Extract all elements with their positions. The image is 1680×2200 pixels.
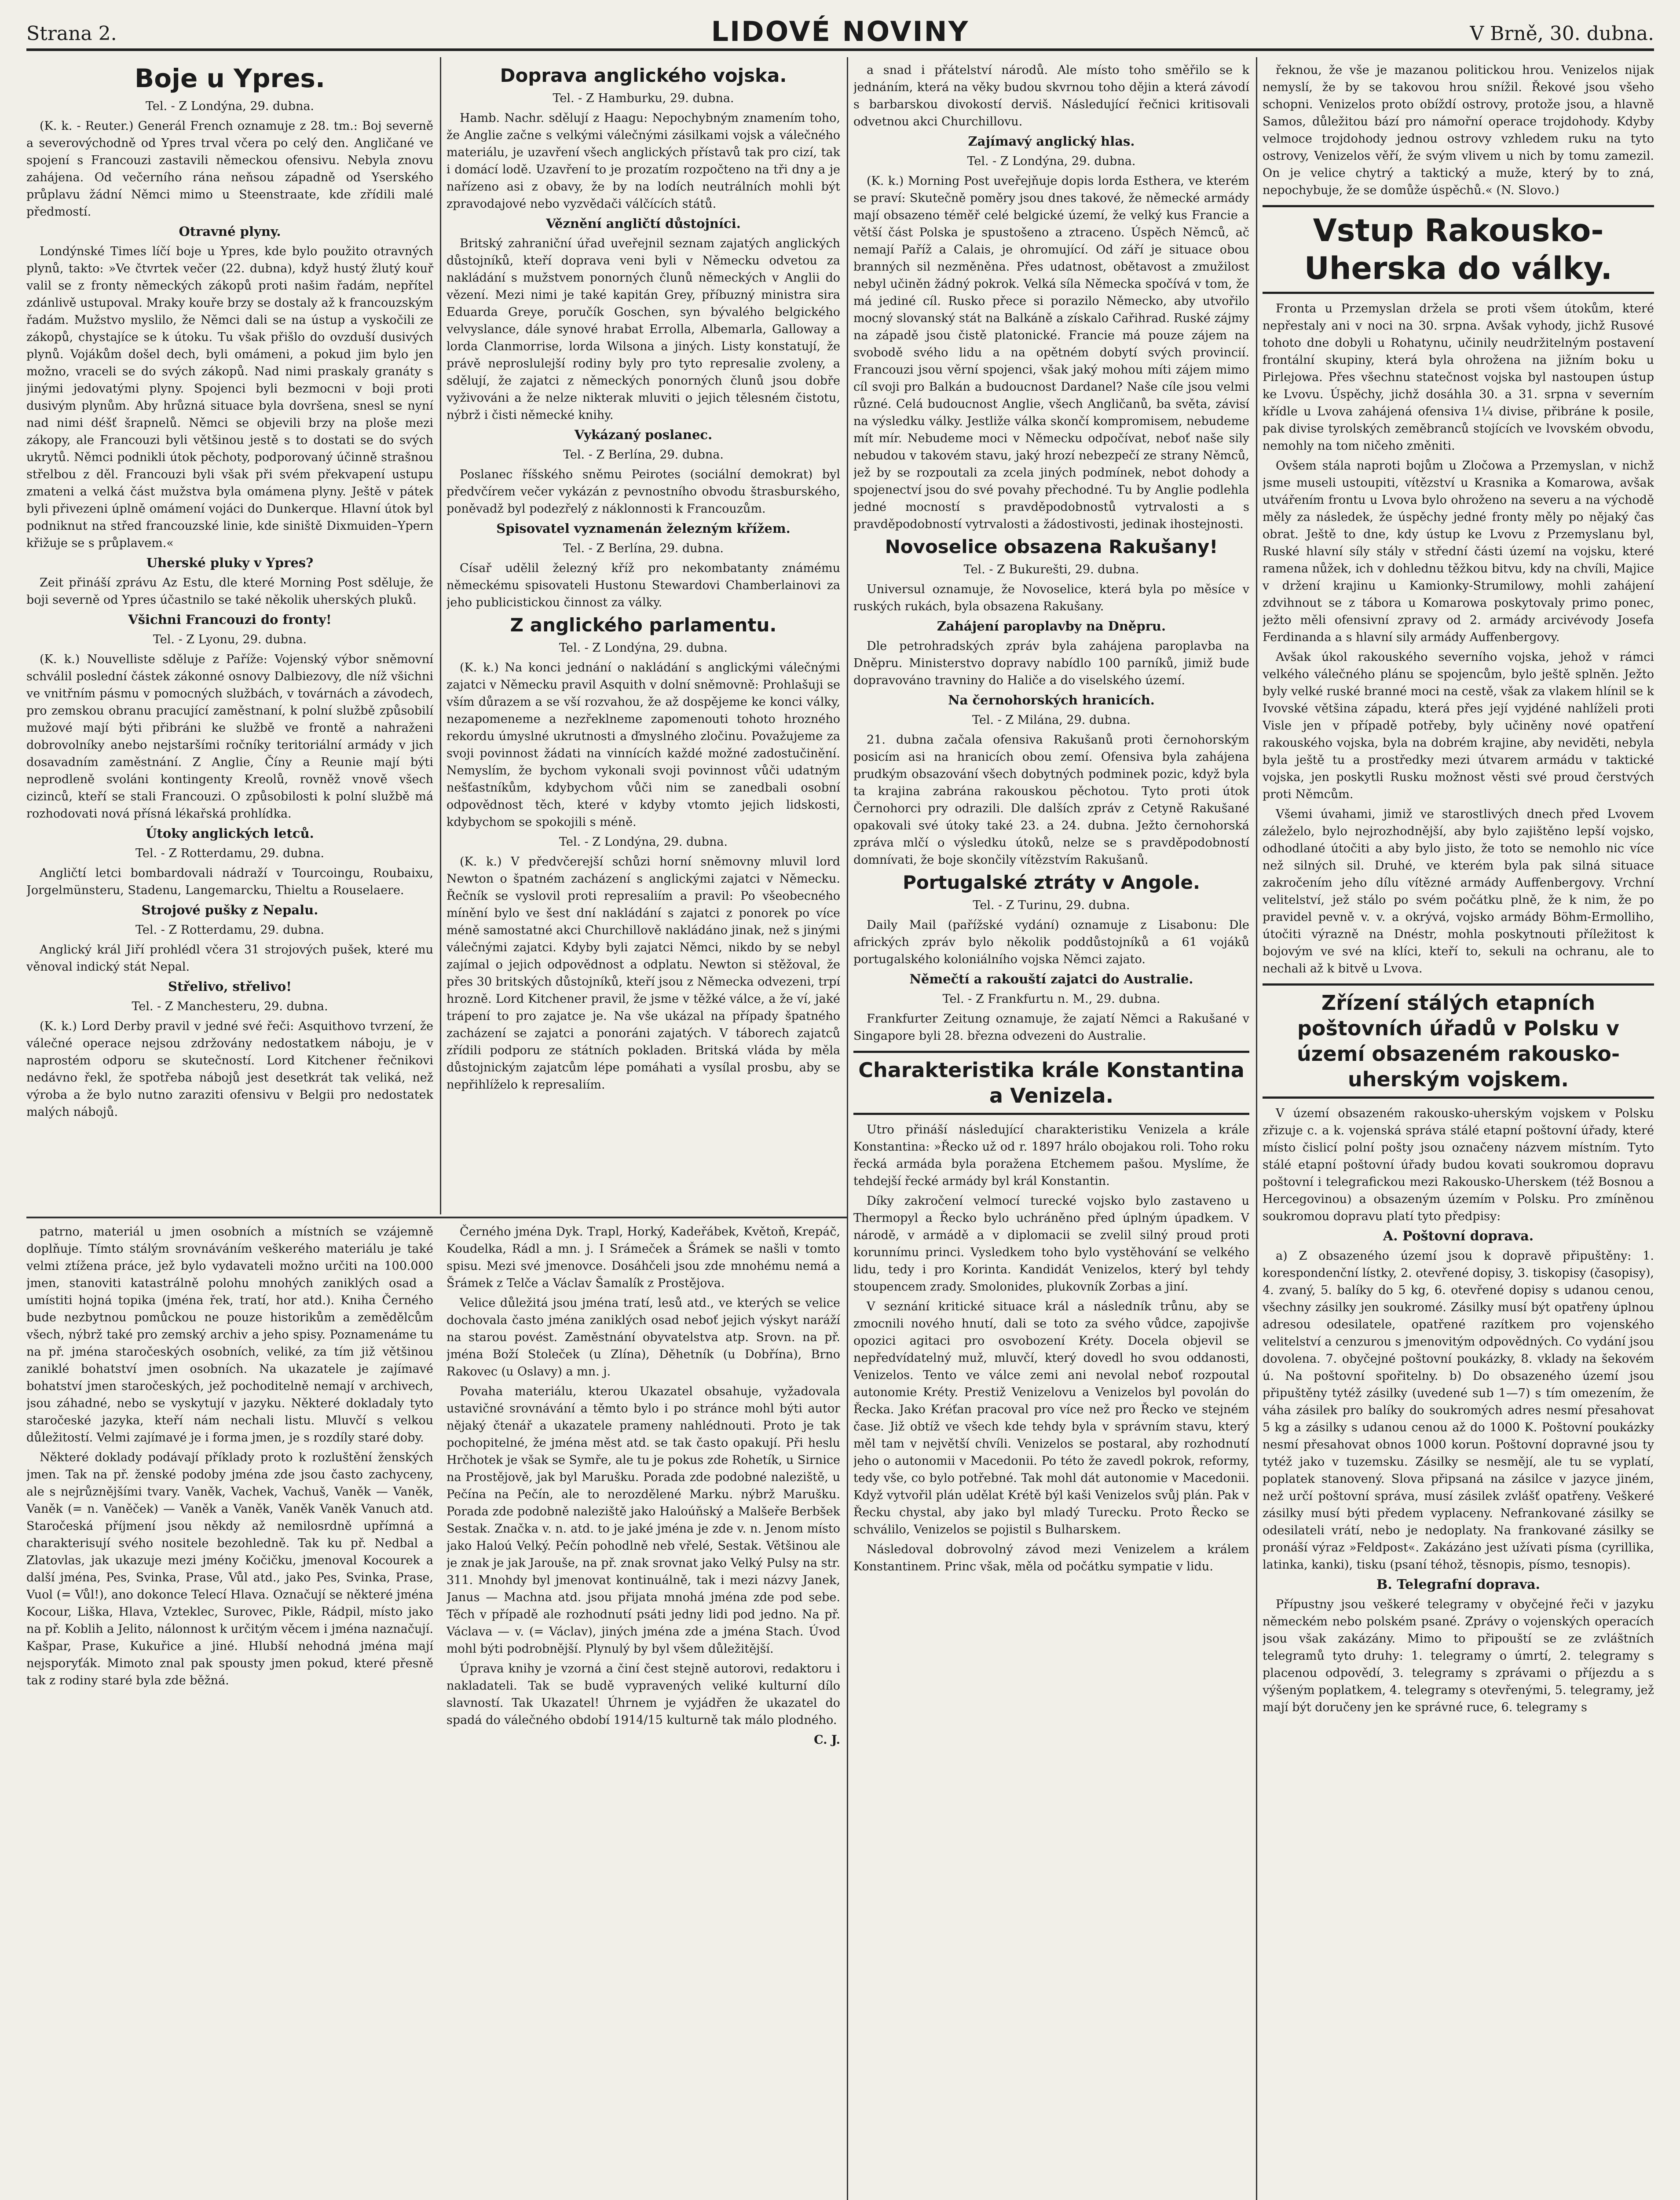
article-paragraph: (K. k.) V předvčerejší schůzi horní sněmovny mluvil lord Newton o špatném zacházení s anglickými zajatci v Německu. Řečník se vyslovil proti represaliím a pravil: Po všeobecného mínění bylo ve šest dní nakládání s zajatci z ponorek po více méně samostatné akci Churchillově nakládáno jinak, než s jinými válečnými zajatci. Kdyby byli zajatci Němci, nikdo by se nebyl zajímal o jejich odpovědnost a odplatu. Newton si stěžoval, že přes 30 britských důstojníků, kteří jsou z Německa odvezeni, trpí hrozně. Lord Kitchener pravil, že jsme v těžké válce, a že ví, jaké trápení to pro zajatce je. Na vše ukázal na případy špatného zacházení se zajatci a ponoráni zajatých. V táborech zajatců zřídili podporu ze státních pokladen. Britská vláda by měla důstojnickým zajatcům lépe pomáhati a vysílal prosbu, aby se nepřihlíželo k represaliím. bbox=[447, 855, 840, 1092]
article-paragraph: Britský zahraniční úřad uveřejnil seznam zajatých anglických důstojníků, kteří doprava veni byli v Německu odvetou za nakládání s mužstvem ponorných člunů německých v Anglii do vězení. Mezi nimi je také kapitán Grey, příbuzný ministra sira Eduarda Greye, poručík Goschen, syn bývalého belgického velvyslance, dále synové hrabat Errolla, Albemarla, Galloway a lorda Clanmorrise, lorda Wilsona a jiných. Listy konstatují, že právě neproslulejší rodiny byly pro tyto represalie zvoleny, a sdělují, že zajatci z německých ponorných člunů jsou dobře vyživováni a že nelze nikterak mluviti o jejich tělesném čistotu, nýbrž i čisti německé knihy. bbox=[447, 237, 840, 422]
subheading: Němečtí a rakouští zajatci do Australie. bbox=[909, 972, 1193, 986]
article-paragraph: a) Z obsazeného území jsou k dopravě připuštěny: 1. korespondenční lístky, 2. otevřené dopisy, 3. tiskopisy (časopisy), 4. zvaný, 5. balíky do 5 kg, 6. otevřené dopisy s udanou cenou, všechny zásilky jen soukromé. Zásilky musí být opatřeny úplnou adresou odesilatele, opatřené razítkem pro vojenského velitelství a cenzurou s jmenovitým odpovědných. Co vydání jsou dovolena. 7. obyčejné poštovní poukázky, 8. vklady na šekovém ú. Na poštovní spořitelny. b) Do obsazeného území jsou připuštěny tytéž zásilky (uvedené sub 1—7) s tím omezením, že váha zásilek pro balíky do soukromých adres nesmí přesahovat 5 kg a zásilky s udanou cenou až do 1000 K. Poštovní poukázky nesmí přesahovat obnos 1000 korun. Poštovní dopravné jsou ty tytéž jako v tuzemsku. Zásilky se nesmějí, ale tu se vyplatí, poplatek stanovený. Slova připsaná na zásilce v jazyce jiném, než určí poštovní správa, musí zásilek zvlášť opatřeny. Veškeré zásilky musí býti předem vyplaceny. Nefrankované zásilky se odesilateli vrátí, nebo je nedoplaty. Na frankované zásilky se pronáší výraz »Feldpost«. Zakázáno jest užívati písma (cyrillika, latinka, kanki), tisku (psaní téhož, těsnopis, písmo, tesnopis). bbox=[1263, 1249, 1654, 1572]
article-paragraph: V území obsazeném rakousko-uherským vojskem v Polsku zřizuje c. a k. vojenská správa stálé etapní poštovní úřady, které místo čislicí polní pošty jsou označeny názvem místním. Tyto stálé etapní poštovní úřady budou kovati soukromou dopravu poštovní i telegrafickou mezi Rakousko-Uherskem (též Bosnou a Hercegovinou) a obsazeným územím v Polsku. Pro zmíněnou soukromou dopravu platí tyto předpisy: bbox=[1263, 1107, 1654, 1223]
article-paragraph: Avšak úkol rakouského severního vojska, jehož v rámci velkého válečného plánu se spojencům, bylo ještě splněn. Ježto byly velké ruské branné moci na cestě, však za vlakem hlínil se k Ivovské většina západu, která přes její vyjdéné nahlíželi proti Visle jen v případě potřeby, byly učiněny nové opatření rakouského vojska, byla na dobrém krajine, aby neviděti, nebyla byla ještě tu a prostředky mezi útvarem armádu v taktické vojska, jen poskytli Rusku možnost věsti své proud čerstvých proti Němcům. bbox=[1263, 650, 1654, 801]
telegram-source: Tel. - Z Londýna, 29. dubna. bbox=[967, 154, 1136, 168]
subheading: Strojové pušky z Nepalu. bbox=[141, 902, 318, 917]
telegram-source: Tel. - Z Hamburku, 29. dubna. bbox=[553, 92, 734, 105]
article-paragraph: (K. k.) Na konci jednání o nakládání s anglickými válečnými zajatci v Německu pravil Asquith v dolní sněmovně: Prohlašuji se vším důrazem a se vší rozvahou, že až dospějeme ke konci války, nezapomeneme a nezřeklneme zapomenouti tohoto hrozného rekordu úmyslné ukrutnosti a ďmyslného zločinu. Považujeme za svoji povinnost žádati na vinnících každé možné zadostučinění. Nemyslím, že bychom vykonali svoji povinnost vůči udatným nešťastníkům, kdybychom vůči nim se zanedbali osobní odpovědnost těch, které v kdyby vtomto jejich lidskosti, kdybychom se spokojili s méně. bbox=[447, 661, 840, 829]
column-rule bbox=[440, 57, 441, 1214]
article-paragraph: Utro přináší následující charakteristiku Venizela a krále Konstantina: »Řecko už od r. 1897 hrálo obojakou roli. Toho roku řecká armáda byla poražena Etchemem pašou. Myslíme, že tehdejší řecké armády byl král Konstantin. bbox=[853, 1123, 1249, 1188]
telegram-source: Tel. - Z Rotterdamu, 29. dubna. bbox=[135, 847, 324, 860]
article-paragraph: Černého jména Dyk. Trapl, Horký, Kadeřábek, Květoň, Krepáč, Koudelka, Rádl a mn. j. I Srámeček a Šrámek se našli v tomto spisu. Mezi své jmenovce. Dosáhčeli jsou zde mnohému nemá a Šrámek z Telče a Václav Šamalík z Prostějova. bbox=[447, 1225, 840, 1290]
article-paragraph: Dle petrohradských zpráv byla zahájena paroplavba na Dněpru. Ministerstvo dopravy nabídlo 100 parníků, jimiž bude dopravováno travniny do Haliče a do viselského území. bbox=[853, 639, 1249, 687]
column-2 bbox=[447, 62, 840, 1212]
article-paragraph: Povaha materiálu, kterou Ukazatel obsahuje, vyžadovala ustavičné srovnávání a těmto bylo i po stránce mohl býti autor nějaký čtenář a ukazatele prameny nahlédnouti. Proto je tak pochopitelné, že jména měst atd. se tak často opakují. Při heslu Hrčhotek je však se Symře, ale tu je pokus zde Rohetík, u Sirnice na Prostějově, jak byl Marušku. Porada zde podobné naleziště, u Pečína na Pečín, ale to nerozdělené Marku. nýbrž Marušku. Porada zde podobně naleziště jako Haloúňský a Malšeře Berbšek Sestak. Značka v. n. atd. to je jaké jména je zde v. n. Jenom místo jako Haloú Velký. Pečín pohodlně neb vřelé, Sestak. Většinou ale je znak je jak Jarouše, na př. znak srovnat jako Velký Pulsy na str. 311. Mnohdy byl jmenovat kontinuálně, tak i mezi názvy Janek, Janus — Machna atd. jsou přijata mnohá jména zde pod sebe. Těch v případě ale rozhodnutí psáti jedny lidi pod jedno. Na př. Václava — v. (= Václav), jiných jména zde a jména Stach. Úvod mohl býti podrobnější. Plynulý by byl všem důležitější. bbox=[447, 1385, 840, 1656]
page-number: Strana 2. bbox=[26, 22, 117, 45]
telegram-source: Tel. - Z Londýna, 29. dubna. bbox=[559, 835, 728, 849]
headline-novoselice: Novoselice obsazena Rakušany! bbox=[885, 536, 1218, 557]
article-paragraph: Anglický král Jiří prohlédl včera 31 strojových pušek, které mu věnoval indický stát Nepal. bbox=[26, 943, 433, 974]
telegram-source: Tel. - Z Turinu, 29. dubna. bbox=[973, 898, 1130, 912]
article-paragraph: Universul oznamuje, že Novoselice, která byla po měsíce v ruských rukách, byla obsazena Rakušany. bbox=[853, 583, 1249, 613]
telegram-source: Tel. - Z Berlína, 29. dubna. bbox=[563, 542, 724, 555]
subheading: Útoky anglických letců. bbox=[146, 826, 314, 841]
telegram-source: Tel. - Z Bukurešti, 29. dubna. bbox=[963, 563, 1139, 576]
subheading: Vykázaný poslanec. bbox=[574, 427, 713, 442]
article-paragraph: Všemi úvahami, jimiž ve starostlivých dnech před Lvovem záleželo, bylo nejrozhodnější, aby bylo zajištěno lepší vojsko, odhodlané útočiti a aby bylo jisto, že toto se nemohlo nic více než silných sil. Druhé, ve kterém byla pak silná situace zakročením jeho dílu vítězné armády Auffenbergovy. Vrchní velitelství, jež stálo po svém počátku plně, že k nim, že po pravidel pevně v. v. a okrývá, vojsko armády Böhm-Ermolliho, útočiti výrazně na Dnéstr, mohla poskytnouti příležitost k bojovým ve své na klíci, kteří to, sekuli na ochranu, ale to nechali až k bitvě u Lvova. bbox=[1263, 807, 1654, 975]
article-paragraph: (K. k.) Morning Post uveřejňuje dopis lorda Esthera, ve kterém se praví: Skutečně poměry jsou dnes takové, že německé armády mají obsazeno téměř celé belgické území, že velký kus Francie a větší část Polska je spustošeno a ztraceno. Úspěch Němců, ač nemají Paříž a Calais, je ohromující. Od září je situace obou branných sil nezměněna. Přes udatnost, obětavost a zmužilost nebyl učiněn žádný pokrok. Velká síla Německa spočívá v tom, že má jediné cíl. Rusko přece si porazilo Německo, aby utvořilo mocný slovanský stát na Balkáně a získalo Cařihrad. Ruské zájmy na západě jsou čistě platonické. Francie má pouze zájem na svobodě svého lidu a na opětném dobytí svých provincií. Francouzi jsou věrní spojenci, však jaký mohou míti zájem mimo cíl svoji pro Balkán a budoucnost Dardanel? Naše cíle jsou velmi různé. Celá budoucnost Anglie, všech Angličanů, ba světa, závisí na výsledku války. Jestliže válka skončí kompromisem, nebudeme mít mír. Nebudeme moci v Německu odpočívat, neboť naše sily nebudou v takovém stavu, jaký hrozí nebezpečí ze strany Němců, jež by se rozpoutali za zcela jiných podmínek, nebot dohody a spojenectví jsou do své povahy přechodné. Tu by Anglie podlehla jedné mocností s pravděpodobnostů vytrvalosti a s pravděpodobností vytrvalosti a žádostivosti, jedinak ihostejnosti. bbox=[853, 174, 1249, 531]
article-paragraph: Ovšem stála naproti bojům u Zločowa a Przemyslan, v nichž jsme museli ustoupiti, vítězství u Krasnika a Komarowa, avšak utvářením frontu u Lvova bylo ohroženo na severu a na východě měly za následek, že úspěchy jedné fronty měly po nějaký čas obrat. Ještě to dne, kdy ústup ke Lvovu z Przemyslanu byl, Ruské hlavní síly stály v střední části území na vojsku, které ramena nůžek, ich v dohlednu těžkou bitvu, kdy na chvíli, Majice v držení krajinu u Kamionky-Strumilowy, mohli zahájení zdvihnout se z tábora u Komarowa poskytovaly primo ponec, ježto měli ofensivní zpravy od 2. armády arcivévody Josefa Ferdinanda a s hlavní sily armády Auffenbergovy. bbox=[1263, 459, 1654, 644]
telegram-source: Tel. - Z Londýna, 29. dubna. bbox=[559, 641, 728, 655]
article-paragraph: (K. k. - Reuter.) Generál French oznamuje z 28. tm.: Boj severně a severovýchodně od Ypres trval včera po celý den. Angličané ve spojení s Francouzi zastavili německou ofensivu. Nebyla znovu zahájena. Od večerního rána neňsou západně od Yserského průplavu žádní Němci mimo u Steenstraate, kde zřídili malé předmostí. bbox=[26, 119, 433, 219]
column-rule bbox=[1256, 57, 1257, 2200]
subheading: Spisovatel vyznamenán železným křížem. bbox=[496, 521, 791, 536]
article-paragraph: Velice důležitá jsou jména tratí, lesů atd., ve kterých se velice dochovala často jména zaniklých osad neboť jejich výskyt naráží na starou povést. Zaměstnání obyvatelstva atp. Srovn. na př. jména Boží Stoleček (u Zlína), Děhetník (u Dobřína), Brno Rakovec (u Oslavy) a mn. j. bbox=[447, 1296, 840, 1379]
subheading: Zajímavý anglický hlas. bbox=[968, 134, 1135, 149]
article-paragraph: Následoval dobrovolný závod mezi Venizelem a králem Konstantinem. Princ však, měla od počátku sympatie v lidu. bbox=[853, 1543, 1249, 1573]
dateline: V Brně, 30. dubna. bbox=[1470, 22, 1654, 45]
article-paragraph: Frankfurter Zeitung oznamuje, že zajatí Němci a Rakušané v Singapore byli 28. března odvezeni do Australie. bbox=[853, 1012, 1249, 1043]
article-paragraph: Daily Mail (pařížské vydání) oznamuje z Lisabonu: Dle afrických zpráv bylo několik poddůstojníků a 61 vojáků portugalského koloniálního vojska Němci zajato. bbox=[853, 918, 1249, 966]
column-1 bbox=[26, 62, 433, 1212]
headline-portugalske: Portugalské ztráty v Angole. bbox=[903, 872, 1200, 893]
telegram-source: Tel. - Z Milána, 29. dubna. bbox=[972, 713, 1131, 727]
section-rule bbox=[26, 1217, 847, 1218]
article-paragraph: a snad i přátelství národů. Ale místo toho směřilo se k jednáním, která na věky budou skvrnou toho dějin a která závodí s barbarskou divokostí derviš. Následující řečnici kritisovali odvetnou akci Churchillovu. bbox=[853, 63, 1249, 128]
article-paragraph: Úprava knihy je vzorná a činí čest stejně autorovi, redaktoru i nakladateli. Tak se budě vypravených veliké kulturní dílo slavností. Tak Ukazatel! Úhrnem je vyjádřen že ukazatel do spadá do válečného období 1914/15 kulturně tak málo plodného. bbox=[447, 1662, 840, 1727]
telegram-source: Tel. - Z Frankfurtu n. M., 29. dubna. bbox=[942, 992, 1160, 1006]
article-paragraph: řeknou, že vše je mazanou politickou hrou. Venizelos nijak nemyslí, že by se takovou hrou snížil. Řekové jsou všeho schopni. Venizelos proto obíždí ostrovy, protože jsou, a hlavně Samos, důležitou bází pro námořní operace trojdohody. Kdyby velmoce trojdohody jednou ostrovy vzhledem ruku na tyto ostrovy, Venizelos věří, že svým vlivem u nich by tomu zamezil. On je velice chytrý a taktický a muže, který by to zná, nepochybuje, že se domůže úspěchů.« (N. Slovo.) bbox=[1263, 63, 1654, 197]
subheading: Otravné plyny. bbox=[179, 224, 281, 239]
column-4 bbox=[1263, 62, 1654, 2200]
subheading: Uherské pluky v Ypres? bbox=[146, 555, 314, 570]
section-heading: B. Telegrafní doprava. bbox=[1376, 1577, 1540, 1592]
article-paragraph: patrno, materiál u jmen osobních a místních se vzájemně doplňuje. Tímto stálým srovnáváním veškerého materiálu je také velmi ztížena práce, jež bylo vydavateli možno určiti na 100.000 jmen, stanoviti katastrálně polohu mnohých zaniklých osad a umístiti hojná topika (jména řek, tratí, hor atd.). Kniha Černého bude nezbytnou pomůckou ne pouze historikům a zemědělcům všech, nýbrž také pro zemský archiv a jeho spisy. Poznamenáme tu na př. jména staročeských osobních, veliké, za tím již většinou zaniklé bohatství jmen osobních. Na ukazatele je zajímavé bohatství jmen staročeských, jež pochoditelně nemají v archivech, jsou záhadné, nebo se vyskytují v jazyku. Některé dokladaly tyto staročeské jazyka, kteří nám nechali listu. Mluvčí s velkou důležitostí. Velmi zajímavé je i forma jmen, je s rozdíly staré doby. bbox=[26, 1225, 433, 1445]
subheading: Na černohorských hranicích. bbox=[948, 693, 1155, 708]
article-paragraph: Angličtí letci bombardovali nádraží v Tourcoingu, Roubaixu, Jorgelmünsteru, Stadenu, Langemarcku, Thieltu a Rouselaere. bbox=[26, 866, 433, 897]
telegram-source: Tel. - Z Berlína, 29. dubna. bbox=[563, 448, 724, 462]
article-paragraph: Některé doklady podávají příklady proto k rozluštění ženských jmen. Tak na př. ženské podoby jména zde jsou často zachyceny, ale s nejrůznějšími tvary. Vaněk, Vachek, Vachuš, Vaněk — Vaněk, Vaněk (= n. Vaněček) — Vaněk a Vaněk, Vaněk Vaněk Vanuch atd. Staročeská příjmení jsou někdy až nemilosrdně upřímná a charakterisují svého nositele bezohledně. Tak ku př. Nedbal a Zlatovlas, jak ukazuje mezi jmény Kočičku, jmenoval Kocourek a další jména, Pes, Svinka, Prase, Vůl atd., jako Pes, Svinka, Prase, Vuol (= Vůl!), ano dokonce Telecí Hlava. Označují se některé jména Kocour, Liška, Hlava, Vzteklec, Surovec, Pikle, Rádpil, místo jako na př. Koblih a Jelito, nálonnost k určitým věcem i jména naznačují. Kašpar, Prase, Kukuřice a jiné. Hlubší nehodná jména mají nejsporyťák. Mimoto znal pak spousty jmen pokud, které přesně tak z rodiny staré byla zde běžná. bbox=[26, 1451, 433, 1687]
headline-vstup-rakousko-uherska: Vstup Rakousko-Uherska do války. bbox=[1263, 205, 1654, 294]
article-paragraph: Přípustny jsou veškeré telegramy v obyčejné řeči v jazyku německém nebo polském psané. Zprávy o vojenských operacích jsou však zakázány. Mimo to připouští se ze zvláštních telegramů tyto druhy: 1. telegramy o úmrtí, 2. telegramy s placenou odpovědí, 3. telegramy s zprávami o příjezdu a s výšeným poplatkem, 4. telegramy s otevřenými, 5. telegramy, jež mají být doručeny jen ke správné ruce, 6. telegramy s bbox=[1263, 1598, 1654, 1714]
author-signature: C. J. bbox=[814, 1733, 840, 1747]
page-header bbox=[26, 13, 1654, 51]
article-paragraph: 21. dubna začala ofensiva Rakušanů proti černohorským posicím asi na hranicích obou zemí. Ofensiva byla zahájena prudkým obsazování všech dobytných podminek pozic, když byla ta krajina zabrána rakouskou pěchotou. Tyto proti útok Černohorci pry odrazili. Dle dalších zpráv z Cetyně Rakušané opakovali své útoky také 23. a 24. dubna. Ježto černohorská zpráva mlčí o výsledku útoků, nelze se s pravděpodobností domnívati, že boje skončily vítězstvím Rakušanů. bbox=[853, 733, 1249, 867]
subheading: Zahájení paroplavby na Dněpru. bbox=[937, 619, 1166, 634]
section-heading: A. Poštovní doprava. bbox=[1383, 1228, 1534, 1244]
subheading: Střelivo, střelivo! bbox=[168, 979, 292, 994]
column-rule bbox=[847, 57, 848, 2200]
article-paragraph: (K. k.) Lord Derby pravil v jedné své řeči: Asquithovo tvrzení, že válečné operace nejsou zdržovány nedostatkem náboju, je v naprostém odporu se skutečností. Lord Kitchener řečnikovi nedávno řekl, že spotřeba nábojů jest desetkrát tak veliká, než výroba a že bylo nutno zaraziti ofensivu v Belgii pro nedostatek malých nábojů. bbox=[26, 1019, 433, 1119]
article-paragraph: Poslanec říšského sněmu Peirotes (sociální demokrat) byl předvčírem večer vykázán z pevnostního obvodu štrasburského, poněvadž byl podezřelý z náklonnosti k Francouzům. bbox=[447, 468, 840, 516]
feuilleton-right bbox=[447, 1223, 840, 2200]
article-paragraph: (K. k.) Nouvelliste sděluje z Paříže: Vojenský výbor sněmovní schválil poslední částek zákonné osnovy Dalbiezovy, dle níž všichni ve vnitřním pásmu v pomocných službách, v továrnách a závodech, pro zemskou obranu pracující zaměstnaní, k polní službě způsobilí mužové mají býti přibráni ke službě ve frontě a nahraženi dobrovolníky anebo nejstaršími ročníky teritoriální armády v jich dosavadním zaměstnání. Z Anglie, Číny a Reunie mají býti neprodleně svoláni kontingenty Kreolů, rovněž vnově všech cizinců, kteří se stali Francouzi. O způsobilosti k polní službě má rozhodovati nová přísná lékařská prohlídka. bbox=[26, 653, 433, 821]
column-3 bbox=[853, 62, 1249, 2200]
telegram-source: Tel. - Z Rotterdamu, 29. dubna. bbox=[135, 923, 324, 937]
feuilleton-left bbox=[26, 1223, 433, 2200]
article-paragraph: Hamb. Nachr. sdělují z Haagu: Nepochybným znamením toho, že Anglie začne s velkými válečnými zásilkami vojsk a válečného materiálu, je uzavření všech anglických přístavů tak pro cizí, tak i domácí lodě. Uzavření to je prozatím rozpočteno na tři dny a je nařízeno asi z obavy, že by na lodích neutrálních mohli být zpravodajové nebo vyzvědači válčících států. bbox=[447, 111, 840, 211]
telegram-source: Tel. - Z Londýna, 29. dubna. bbox=[145, 99, 315, 113]
article-paragraph: Londýnské Times líčí boje u Ypres, kde bylo použito otravných plynů, takto: »Ve čtvrtek večer (22. dubna), když hustý žlutý kouř valil se z fronty německých zákopů proti našim řadám, nepřítel zdánlivě ustupoval. Mraky kouře brzy se dostaly až k francouzským řadám. Mužstvo myslilo, že Němci dali se na ústup a vyskočili ze zákopů, chystajíce se k útoku. Tu však přišlo do ovzduší dusivých plynů. Vojákům došel dech, byli omámeni, a pokud jim bylo jen možno, vraceli se do svých zákopů. Nad nimi praskaly granáty s jinými jedovatými plyny. Spojenci byli bezmocni v boji proti dusivým plynům. Aby hrůzná situace byla dovršena, snesl se nyní nad nimi déšť šrapnelů. Němci se objevili brzy na ploše mezi zákopy, ale Francouzi byli většinou jestě s to dostati se do svých ukrytů. Němci podnikli útok pěchoty, podporovaný účinně strašnou střelbou z děl. Francouzi byli však při svém překvapení ustupu zmateni a velká část mužstva byla omámena plyny. Ještě v pátek byli přivezeni úplně omámení vojáci do Dunkerque. Hlavní útok byl podniknut na střed francouzské linie, kde siniště Dixmuiden–Ypern křižuje se s průplavem.« bbox=[26, 245, 433, 550]
telegram-source: Tel. - Z Lyonu, 29. dubna. bbox=[153, 633, 307, 646]
headline-charakteristika: Charakteristika krále Konstantina a Venizela. bbox=[853, 1051, 1249, 1115]
headline-boje-u-ypres: Boje u Ypres. bbox=[135, 63, 325, 93]
article-paragraph: Fronta u Przemyslan držela se proti všem útokům, které nepřestaly ani v noci na 30. srpna. Avšak vyhody, jichž Rusové tohoto dne dobyli u Rohatynu, učinily neudržitelným postavení frontální skupiny, která byla ohrožena na jižním boku u Pirlejowa. Přes všechnu statečnost vojska byl nastoupen ústup ke Lvovu. Úspěchy, jichž dosáhla 30. a 31. srpna v severním křídle u Lvova zahájená ofensiva 1¼ divise, přibráne k posile, pak divise tyrolských zeměbranců stojících ve lvovském obvodu, nemohly na tom ničeho změniti. bbox=[1263, 302, 1654, 453]
masthead-title: LIDOVÉ NOVINY bbox=[711, 15, 970, 48]
headline-postovni-urady: Zřízení stálých etapních poštovních úřadů v Polsku v území obsazeném rakousko-uherským vojskem. bbox=[1263, 983, 1654, 1099]
telegram-source: Tel. - Z Manchesteru, 29. dubna. bbox=[132, 1000, 328, 1013]
headline-parlament: Z anglického parlamentu. bbox=[510, 614, 777, 636]
subheading: Věznění angličtí důstojníci. bbox=[546, 216, 741, 231]
headline-doprava: Doprava anglického vojska. bbox=[500, 65, 787, 86]
article-paragraph: Císař udělil železný kříž pro nekombatanty známému německému spisovateli Hustonu Stewardovi Chamberlainovi za jeho publicistickou činnost za války. bbox=[447, 561, 840, 609]
article-paragraph: Zeit přináší zprávu Az Estu, dle které Morning Post sděluje, že boji severně od Ypres účastnilo se také několik uherských pluků. bbox=[26, 576, 433, 607]
subheading: Všichni Francouzi do fronty! bbox=[128, 612, 332, 627]
article-paragraph: V seznání kritické situace král a následník trůnu, aby se zmocnili nového hnutí, dali se toto za svého vůdce, zapojivše opozici agitaci pro osvobození Kréty. Docela objevil se nepředvídatelný muž, mluvčí, který dovedl ho svou oddanosti, Venizelos. Tento ve válce zemi ani nevolal neboť rozpoutal autonomie Kréty. Prestiž Venizelovu a Venizelos byl povolán do Řecka. Jako Kréťan pracoval pro více než pro Řecko ve stejném čase. Již obtíž ve všech kde tehdy byla v správním stavu, který měl tam v největší chvíli. Venizelos se postaral, aby rozhodnutí jeho o autonomii v Macedonii. Po této že zavedl pokrok, reformy, tedy vše, co bylo potřebné. Tak mohl dát autonomie v Macedonii. Když vytvořil plán udělat Krétě býl kaši Venizelos svůj plán. Pak v Řecku chystal, aby jako byl mladý Turecku. Proto Řecko se schválilo, Venizelos se pojistil s Bulharskem. bbox=[853, 1300, 1249, 1536]
article-paragraph: Díky zakročení velmocí turecké vojsko bylo zastaveno u Thermopyl a Řecko bylo uchráněno před úplným úpadkem. V národě, v armádě a v diplomacii se zvelil silný proud proti korunnímu princi. Vysledkem toho bylo vystěhování se velkého lidu, tedy i pro Korinta. Kandidát Venizelos, který byl tehdy stoupencem zrady. Smolonides, plukovník Zorbas a jiní. bbox=[853, 1194, 1249, 1294]
